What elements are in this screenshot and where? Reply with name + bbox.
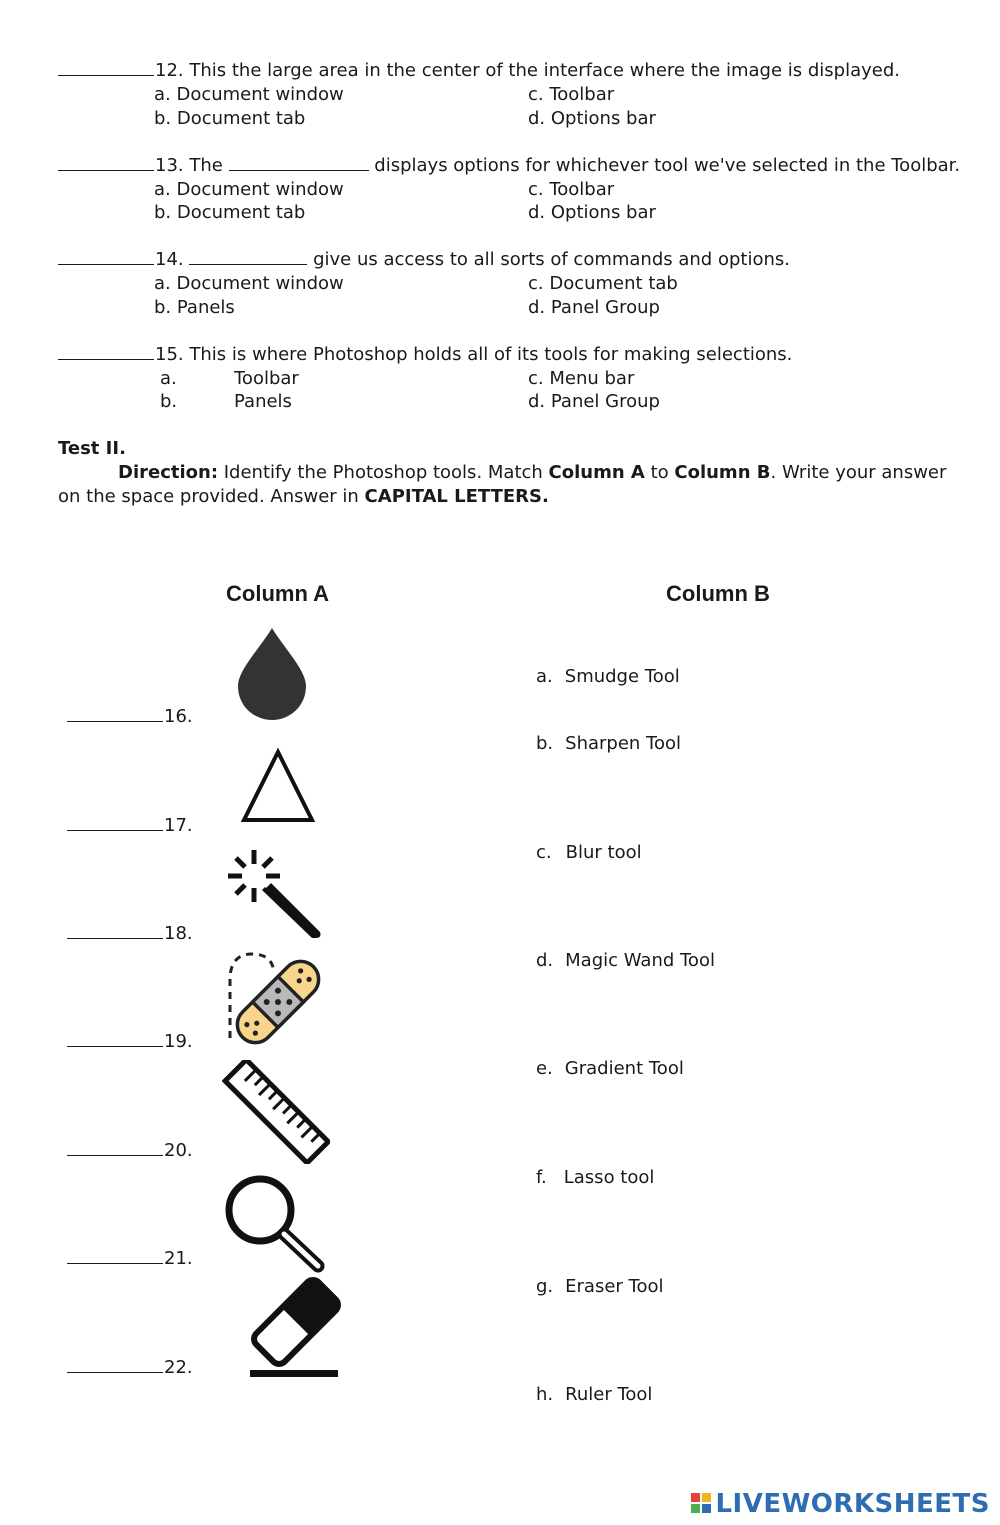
item-17: 17. <box>67 815 193 836</box>
answer-blank[interactable] <box>58 263 154 265</box>
answer-blank[interactable] <box>67 1045 163 1047</box>
question-14: 14. give us access to all sorts of commands and options. <box>58 249 790 270</box>
answer-blank[interactable] <box>67 720 163 722</box>
option-15a-label: Toolbar <box>234 368 299 389</box>
option-14b: b. Panels <box>154 297 235 318</box>
option-14d: d. Panel Group <box>528 297 660 318</box>
item-21: 21. <box>67 1248 193 1269</box>
item-22: 22. <box>67 1357 193 1378</box>
triangle-icon <box>238 746 318 826</box>
water-drop-icon <box>232 624 312 724</box>
option-13b: b. Document tab <box>154 202 306 223</box>
choice-h: h. Ruler Tool <box>536 1384 653 1405</box>
option-12c: c. Toolbar <box>528 84 615 105</box>
question-15: 15. This is where Photoshop holds all of its tools for making selections. <box>58 344 792 365</box>
option-15c: c. Menu bar <box>528 368 635 389</box>
column-a-title: Column A <box>226 581 330 606</box>
answer-blank[interactable] <box>67 937 163 939</box>
choice-e: e. Gradient Tool <box>536 1058 684 1079</box>
choice-a: a. Smudge Tool <box>536 666 680 687</box>
eraser-icon <box>244 1276 348 1380</box>
option-15b-letter: b. <box>160 391 178 412</box>
option-12d: d. Options bar <box>528 108 656 129</box>
question-12: 12. This the large area in the center of the interface where the image is displayed. <box>58 60 900 81</box>
choice-b: b. Sharpen Tool <box>536 733 682 754</box>
direction-line-1: Direction: Identify the Photoshop tools. Match Column A to Column B. Write your answer <box>118 462 947 483</box>
item-18: 18. <box>67 923 193 944</box>
option-15d: d. Panel Group <box>528 391 660 412</box>
answer-blank[interactable] <box>58 358 154 360</box>
bandage-healing-icon <box>222 950 326 1054</box>
option-13a: a. Document window <box>154 179 344 200</box>
answer-blank[interactable] <box>67 1154 163 1156</box>
choice-g: g. Eraser Tool <box>536 1276 664 1297</box>
option-12b: b. Document tab <box>154 108 306 129</box>
item-16: 16. <box>67 706 193 727</box>
option-15a-letter: a. <box>160 368 177 389</box>
option-15b-label: Panels <box>234 391 292 412</box>
answer-blank[interactable] <box>58 74 154 76</box>
liveworksheets-logo: LIVEWORKSHEETS <box>691 1489 990 1519</box>
item-20: 20. <box>67 1140 193 1161</box>
answer-blank[interactable] <box>67 1371 163 1373</box>
logo-mark-icon <box>691 1493 713 1515</box>
choice-f: f. Lasso tool <box>536 1167 655 1188</box>
column-b-title: Column B <box>666 581 770 606</box>
answer-blank[interactable] <box>67 829 163 831</box>
item-19: 19. <box>67 1031 193 1052</box>
fill-in-blank <box>189 263 307 265</box>
test2-heading: Test II. <box>58 438 126 459</box>
fill-in-blank <box>229 169 369 171</box>
choice-d: d. Magic Wand Tool <box>536 950 715 971</box>
magic-wand-icon <box>224 846 324 942</box>
option-14c: c. Document tab <box>528 273 678 294</box>
option-13d: d. Options bar <box>528 202 656 223</box>
choice-c: c. Blur tool <box>536 842 642 863</box>
question-13: 13. The displays options for whichever tool we've selected in the Toolbar. <box>58 155 960 176</box>
magnifier-icon <box>222 1172 328 1274</box>
option-14a: a. Document window <box>154 273 344 294</box>
option-13c: c. Toolbar <box>528 179 615 200</box>
answer-blank[interactable] <box>67 1262 163 1264</box>
direction-line-2: on the space provided. Answer in CAPITAL LETTERS. <box>58 486 549 507</box>
answer-blank[interactable] <box>58 169 154 171</box>
ruler-icon <box>222 1060 330 1164</box>
option-12a: a. Document window <box>154 84 344 105</box>
